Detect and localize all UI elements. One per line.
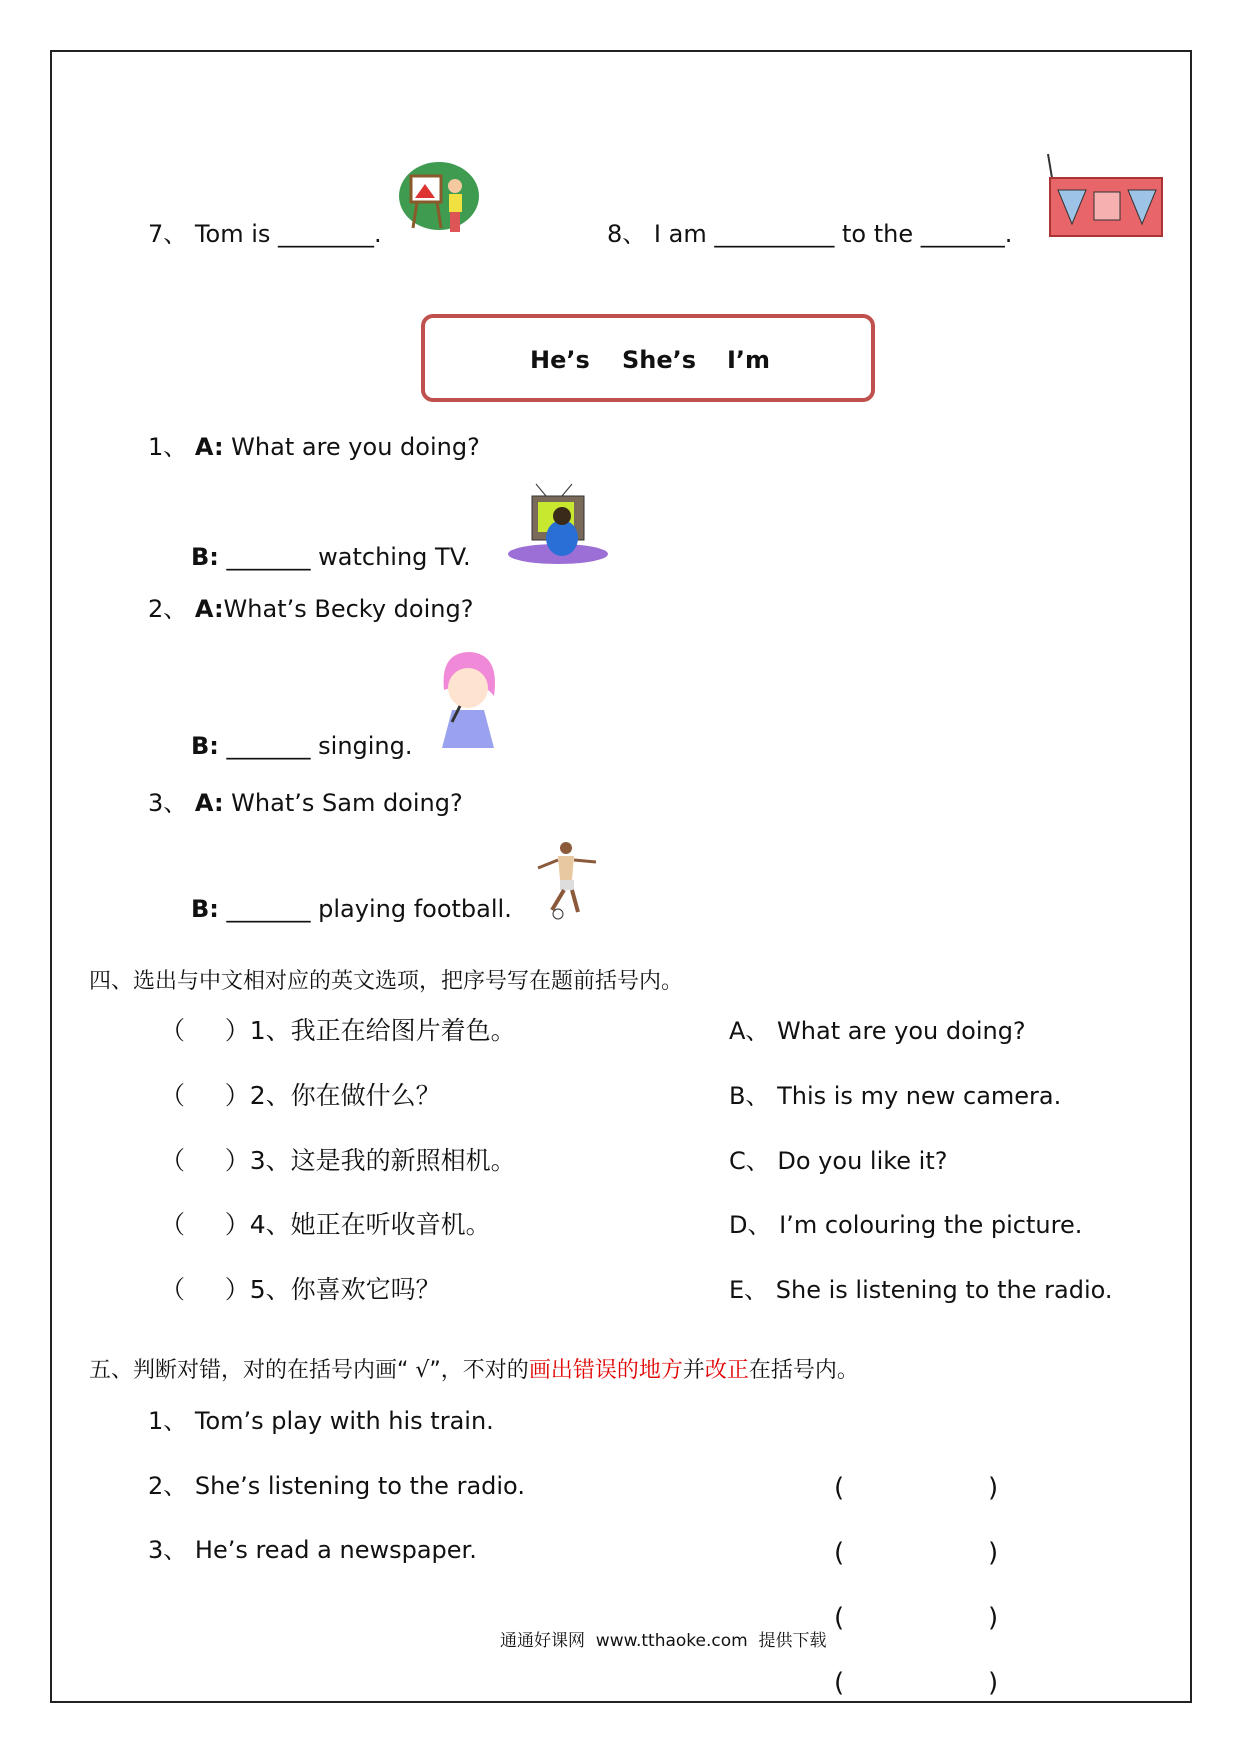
dialog-1-a: 1、 A: What are you doing?: [148, 433, 480, 461]
radio-image: [1046, 152, 1166, 242]
judge-item-1: 1、 Tom’s play with his train.: [148, 1407, 494, 1435]
word-shes: She’s: [622, 346, 697, 374]
answer-paren-open-3: (: [834, 1603, 845, 1633]
dialog-2-b: B: _______ singing.: [191, 732, 413, 760]
q7: 7、 Tom is ________.: [148, 220, 382, 248]
match-row-4-chinese: （ ）4、她正在听收音机。: [160, 1210, 491, 1239]
watching-tv-image: [506, 482, 610, 566]
match-row-5-chinese: （ ）5、你喜欢它吗？: [160, 1275, 441, 1304]
answer-paren-open-1: (: [834, 1473, 845, 1503]
page-border: [50, 50, 1192, 1703]
match-row-3-english: C、 Do you like it?: [729, 1147, 948, 1175]
word-im: I’m: [727, 346, 771, 374]
section5-heading: 五、判断对错，对的在括号内画“ √”，不对的画出错误的地方并改正在括号内。: [89, 1358, 859, 1383]
answer-paren-close-3: ): [988, 1603, 999, 1633]
answer-paren-close-2: ): [988, 1538, 999, 1568]
easel-painting-image: [397, 156, 481, 240]
match-row-3-chinese: （ ）3、这是我的新照相机。: [160, 1146, 516, 1175]
match-row-1-english: A、 What are you doing?: [729, 1017, 1026, 1045]
dialog-3-a: 3、 A: What’s Sam doing?: [148, 789, 463, 817]
judge-item-3: 3、 He’s read a newspaper.: [148, 1536, 477, 1564]
answer-paren-open-4: (: [834, 1668, 845, 1698]
answer-paren-open-2: (: [834, 1538, 845, 1568]
match-row-1-chinese: （ ）1、我正在给图片着色。: [160, 1016, 516, 1045]
match-row-2-english: B、 This is my new camera.: [729, 1082, 1062, 1110]
match-row-5-english: E、 She is listening to the radio.: [729, 1276, 1113, 1304]
dialog-2-a: 2、 A:What’s Becky doing?: [148, 595, 474, 623]
word-hes: He’s: [530, 346, 590, 374]
judge-item-2: 2、 She’s listening to the radio.: [148, 1472, 525, 1500]
section4-heading: 四、选出与中文相对应的英文选项，把序号写在题前括号内。: [89, 969, 684, 994]
football-player-image: [532, 840, 600, 920]
girl-singing-image: [430, 648, 502, 756]
match-row-4-english: D、 I’m colouring the picture.: [729, 1211, 1083, 1239]
q8: 8、 I am __________ to the _______.: [607, 220, 1013, 248]
answer-paren-close-1: ): [988, 1473, 999, 1503]
footer-watermark: 通通好课网 www.tthaoke.com 提供下载: [500, 1631, 827, 1651]
answer-paren-close-4: ): [988, 1668, 999, 1698]
match-row-2-chinese: （ ）2、你在做什么？: [160, 1081, 441, 1110]
dialog-1-b: B: _______ watching TV.: [191, 543, 471, 571]
dialog-3-b: B: _______ playing football.: [191, 895, 512, 923]
